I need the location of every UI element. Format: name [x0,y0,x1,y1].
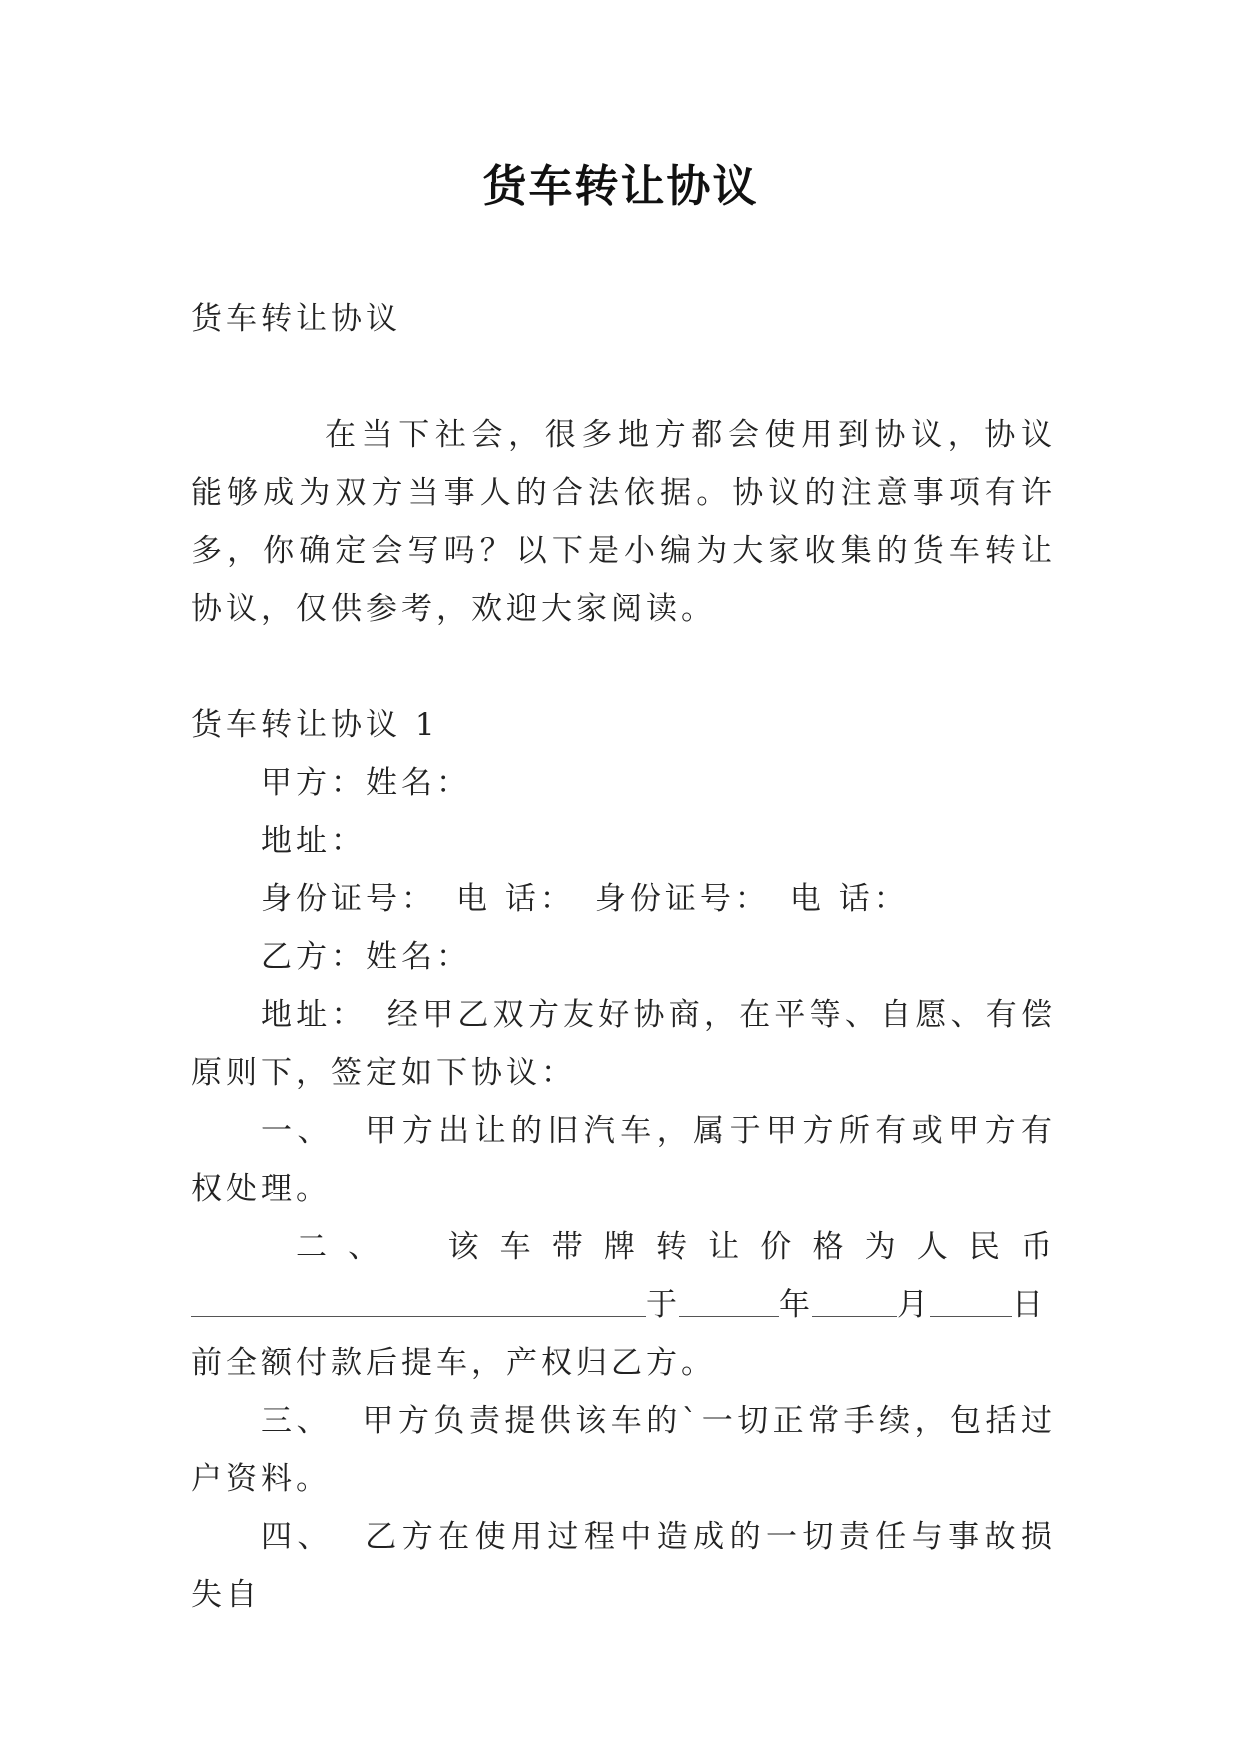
day-blank [930,1286,1012,1317]
clause-4-text: 乙方在使用过程中造成的一切责任与事故损失自 [191,1519,1057,1613]
phone-label-a: 电 话： [456,881,575,917]
section-heading: 货车转让协议 1 [191,707,439,743]
clause-1 [191,1102,1056,1218]
day-label: 日 [1012,1287,1045,1323]
party-b-name: 乙方：姓名： [261,939,471,975]
clause-3-text: 甲方负责提供该车的`一切正常手续，包括过户资料。 [191,1403,1057,1497]
year-label: 年 [779,1287,812,1323]
id-label-a: 身份证号： [261,881,436,917]
party-a-name: 甲方：姓名： [261,765,471,801]
address-line: 地址： [261,823,366,859]
price-blank [191,1286,646,1317]
spacer [191,638,1056,696]
clause-4-number: 四、 [261,1519,334,1555]
clause-2-blanks [191,1276,1056,1334]
clause-3-number: 三、 [261,1403,332,1439]
document-body [191,290,1056,1624]
clause-3 [191,1392,1056,1508]
month-blank [812,1286,897,1317]
phone-label-b: 电 话： [789,881,909,917]
intro-paragraph: 在当下社会，很多地方都会使用到协议，协议能够成为双方当事人的合法依据。协议的注意事项有许多，你确定会写吗？以下是小编为大家收集的货车转让协议，仅供参考，欢迎大家阅读。 [191,417,1056,627]
clause-1-text: 甲方出让的旧汽车，属于甲方所有或甲方有权处理。 [191,1113,1057,1207]
clause-2-tail: 前全额付款后提车，产权归乙方。 [191,1345,716,1381]
clause-2-text: 该车带牌转让价格为人民币 [430,1229,1057,1265]
clause-1-number: 一、 [261,1113,334,1149]
yu-label: 于 [646,1287,679,1323]
address-label: 地址： [261,997,367,1033]
clause-2-number: 二、 [296,1229,401,1265]
subtitle: 货车转让协议 [191,301,401,337]
agreement-text: 经甲乙双方友好协商，在平等、自愿、有偿原则下，签定如下协议： [191,997,1057,1091]
clause-4 [191,1508,1056,1624]
clause-2 [191,1218,1056,1276]
id-phone-line [191,870,1056,928]
year-blank [679,1286,779,1317]
document-title: 货车转让协议 [482,161,759,212]
spacer [191,348,1056,406]
address-agreement [191,986,1056,1102]
id-label-b: 身份证号： [594,881,770,917]
month-label: 月 [897,1287,930,1323]
